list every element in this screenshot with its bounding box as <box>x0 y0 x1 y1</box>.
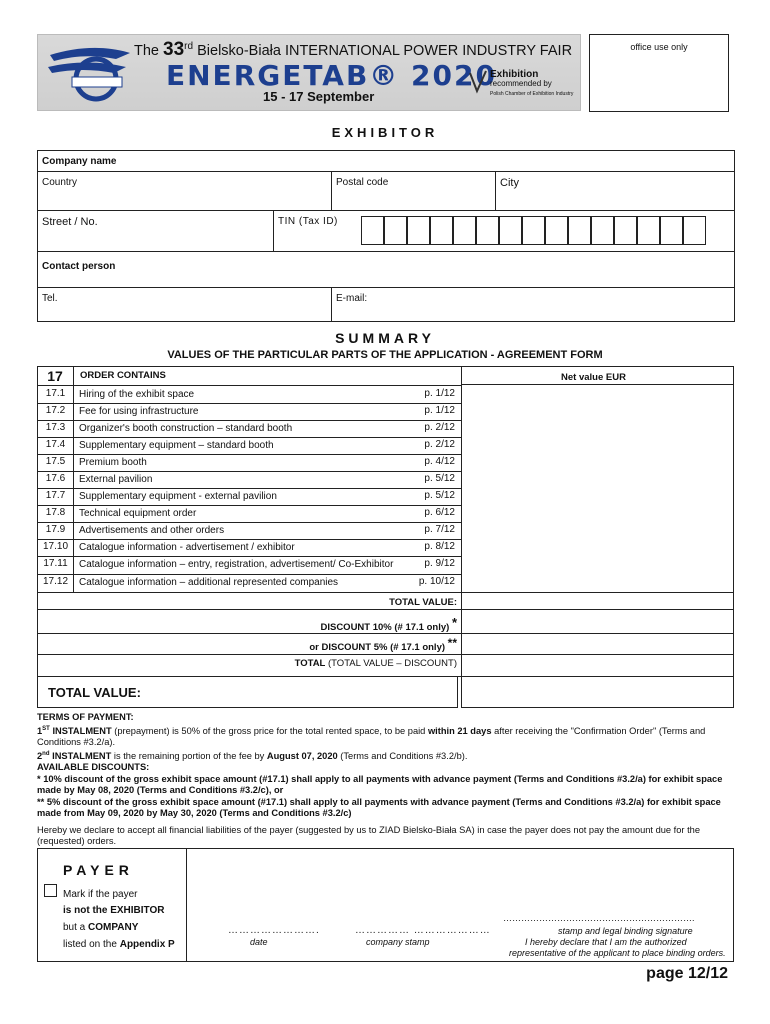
row-number: 17.8 <box>45 507 66 518</box>
row-number: 17.6 <box>45 473 66 484</box>
row-page-ref: p. 1/12 <box>424 388 455 399</box>
signature-declaration-1: I hereby declare that I am the authorized <box>525 937 687 947</box>
banner-recommendation: Exhibition recommended by Polish Chamber of Exhibition Industry <box>490 69 574 97</box>
country-label: Country <box>42 177 78 188</box>
row-number: 17.4 <box>45 439 66 450</box>
row-page-ref: p. 7/12 <box>424 524 455 535</box>
tin-digit-box[interactable] <box>522 216 545 245</box>
row-net-value-field[interactable] <box>462 506 734 522</box>
row-page-ref: p. 5/12 <box>424 490 455 501</box>
row-description: Fee for using infrastructure <box>79 406 199 417</box>
row-net-value-field[interactable] <box>462 540 734 556</box>
row-number: 17.10 <box>42 541 69 552</box>
banner-dates: 15 - 17 September <box>263 89 375 104</box>
row-net-value-field[interactable] <box>462 557 734 573</box>
company-name-label: Company name <box>42 156 117 167</box>
net-value-header: Net value EUR <box>561 372 626 383</box>
postal-code-label: Postal code <box>336 177 389 188</box>
tin-digit-box[interactable] <box>637 216 660 245</box>
office-use-label: office use only <box>630 42 688 52</box>
grand-total-label-box <box>37 676 458 708</box>
energetab-logo-icon <box>46 41 138 103</box>
row-page-ref: p. 4/12 <box>424 456 455 467</box>
tel-label: Tel. <box>42 293 58 304</box>
street-label: Street / No. <box>42 216 98 228</box>
tin-digit-box[interactable] <box>591 216 614 245</box>
row-description: External pavilion <box>79 474 153 485</box>
row-description: Catalogue information – entry, registration, advertisement/ Co-Exhibitor <box>79 559 394 570</box>
row-description: Catalogue information – additional represented companies <box>79 577 339 588</box>
tin-digit-box[interactable] <box>568 216 591 245</box>
row-number: 17.2 <box>45 405 66 416</box>
total-value-label: TOTAL VALUE: <box>389 597 457 608</box>
company-stamp-line[interactable]: …………… ………………… <box>355 925 491 936</box>
discount-10-label: DISCOUNT 10% (# 17.1 only) * <box>320 615 457 633</box>
summary-subtitle: VALUES OF THE PARTICULAR PARTS OF THE APPLICATION - AGREEMENT FORM <box>167 349 603 361</box>
row-description: Hiring of the exhibit space <box>79 389 195 400</box>
row-net-value-field[interactable] <box>462 575 734 591</box>
order-contains-header: ORDER CONTAINS <box>80 370 166 381</box>
row-net-value-field[interactable] <box>462 421 734 437</box>
row-net-value-field[interactable] <box>462 387 734 403</box>
row-number: 17.9 <box>45 524 66 535</box>
row-page-ref: p. 8/12 <box>424 541 455 552</box>
banner-title: The 33rd Bielsko-Biała INTERNATIONAL POWER INDUSTRY FAIR <box>134 39 573 60</box>
contact-person-label: Contact person <box>42 261 116 272</box>
row-net-value-field[interactable] <box>462 455 734 471</box>
tin-digit-box[interactable] <box>660 216 683 245</box>
office-use-box[interactable] <box>589 34 729 112</box>
section-number: 17 <box>47 368 63 384</box>
terms-of-payment: TERMS OF PAYMENT: 1ST INSTALMENT (prepayment) is 50% of the gross price for the total rented space, to be paid within 21 days after receiving the "Confirmation Order" (Terms and Conditions #3.2/a). 2nd INSTALMENT is the remaining portion of the fee by August 07, 2020 (Terms and Conditions #3.2/b). AVAILABLE DISCOUNTS: * 10% discount of the gross exhibit space amount (#17.1) shall apply to all payments with advance payment (Terms and Conditions #3.2/a) for exhibit space made by May 08, 2020 (Terms and Conditions #3.2/c), or ** 5% discount of the gross exhibit space amount (#17.1) shall apply to all payments with advance payment (Terms and Conditions #3.2/a) for exhibit space made from May 09, 2020 by May 30, 2020 (Terms and Conditions #3.2/c) Hereby we declare to accept all financial liabilities of the payer (suggested by us to ZIAD Bielsko-Biała SA) in case the payer does not pay the amount due for the (requested) orders. <box>37 712 723 847</box>
exhibitor-title: EXHIBITOR <box>331 125 439 140</box>
tin-digit-box[interactable] <box>476 216 499 245</box>
tin-digit-box[interactable] <box>499 216 522 245</box>
payer-appendix-label: listed on the Appendix P <box>63 939 175 950</box>
row-description: Supplementary equipment – standard booth <box>79 440 274 451</box>
tin-digit-box[interactable] <box>683 216 706 245</box>
recommendation-check-icon <box>468 69 488 95</box>
row-page-ref: p. 5/12 <box>424 473 455 484</box>
tin-digit-box[interactable] <box>407 216 430 245</box>
signature-line[interactable]: ………………………………………………………. <box>503 913 695 923</box>
email-label: E-mail: <box>336 293 368 304</box>
row-page-ref: p. 10/12 <box>418 576 455 587</box>
row-page-ref: p. 6/12 <box>424 507 455 518</box>
payer-not-exhibitor-checkbox[interactable] <box>44 884 57 897</box>
discount-5-label: or DISCOUNT 5% (# 17.1 only) ** <box>309 636 457 653</box>
row-page-ref: p. 9/12 <box>424 558 455 569</box>
grand-total-label: TOTAL VALUE: <box>48 685 141 700</box>
signature-label: stamp and legal binding signature <box>558 926 693 936</box>
tin-digit-box[interactable] <box>384 216 407 245</box>
country-field[interactable] <box>37 171 332 211</box>
payer-company-label: but a COMPANY <box>63 922 139 933</box>
signature-declaration-2: representative of the applicant to place binding orders. <box>509 948 726 958</box>
tin-digit-box[interactable] <box>361 216 384 245</box>
row-number: 17.12 <box>42 576 69 587</box>
tin-digit-box[interactable] <box>614 216 637 245</box>
postal-code-field[interactable] <box>331 171 496 211</box>
payer-not-exhibitor-label: is not the EXHIBITOR <box>63 905 165 916</box>
row-number: 17.11 <box>43 558 68 569</box>
payer-title: PAYER <box>63 862 134 878</box>
row-net-value-field[interactable] <box>462 404 734 420</box>
email-field[interactable] <box>331 287 735 322</box>
contact-person-field[interactable] <box>37 251 735 288</box>
banner-logo-text: ENERGETAB® 2020 <box>166 59 497 92</box>
tin-label: TIN (Tax ID) <box>278 216 338 227</box>
summary-title: SUMMARY <box>335 330 435 346</box>
grand-total-value-field[interactable] <box>461 676 734 708</box>
row-net-value-field[interactable] <box>462 438 734 454</box>
payer-mark-label: Mark if the payer <box>63 889 138 900</box>
date-label: date <box>250 937 268 947</box>
row-net-value-field[interactable] <box>462 489 734 505</box>
row-page-ref: p. 2/12 <box>424 422 455 433</box>
date-line[interactable]: ……………………. <box>228 925 320 936</box>
row-number: 17.3 <box>45 422 66 433</box>
row-number: 17.5 <box>45 456 66 467</box>
page-number: page 12/12 <box>646 965 728 982</box>
row-description: Technical equipment order <box>79 508 197 519</box>
row-description: Organizer's booth construction – standard booth <box>79 423 293 434</box>
row-description: Advertisements and other orders <box>79 525 225 536</box>
row-net-value-field[interactable] <box>462 523 734 539</box>
fair-banner <box>37 34 581 111</box>
row-description: Supplementary equipment - external pavilion <box>79 491 277 502</box>
row-page-ref: p. 1/12 <box>424 405 455 416</box>
tin-digit-box[interactable] <box>453 216 476 245</box>
row-description: Premium booth <box>79 457 147 468</box>
city-field[interactable] <box>495 171 735 211</box>
row-number: 17.7 <box>45 490 66 501</box>
company-name-field[interactable] <box>37 150 735 172</box>
row-page-ref: p. 2/12 <box>424 439 455 450</box>
row-description: Catalogue information - advertisement / exhibitor <box>79 542 295 553</box>
city-label: City <box>500 177 519 189</box>
total-after-discount-label: TOTAL (TOTAL VALUE – DISCOUNT) <box>294 658 457 669</box>
row-number: 17.1 <box>45 388 66 399</box>
street-field[interactable] <box>37 210 274 252</box>
tin-digit-box[interactable] <box>430 216 453 245</box>
tin-digit-box[interactable] <box>545 216 568 245</box>
tel-field[interactable] <box>37 287 332 322</box>
company-stamp-label: company stamp <box>366 937 430 947</box>
row-net-value-field[interactable] <box>462 472 734 488</box>
